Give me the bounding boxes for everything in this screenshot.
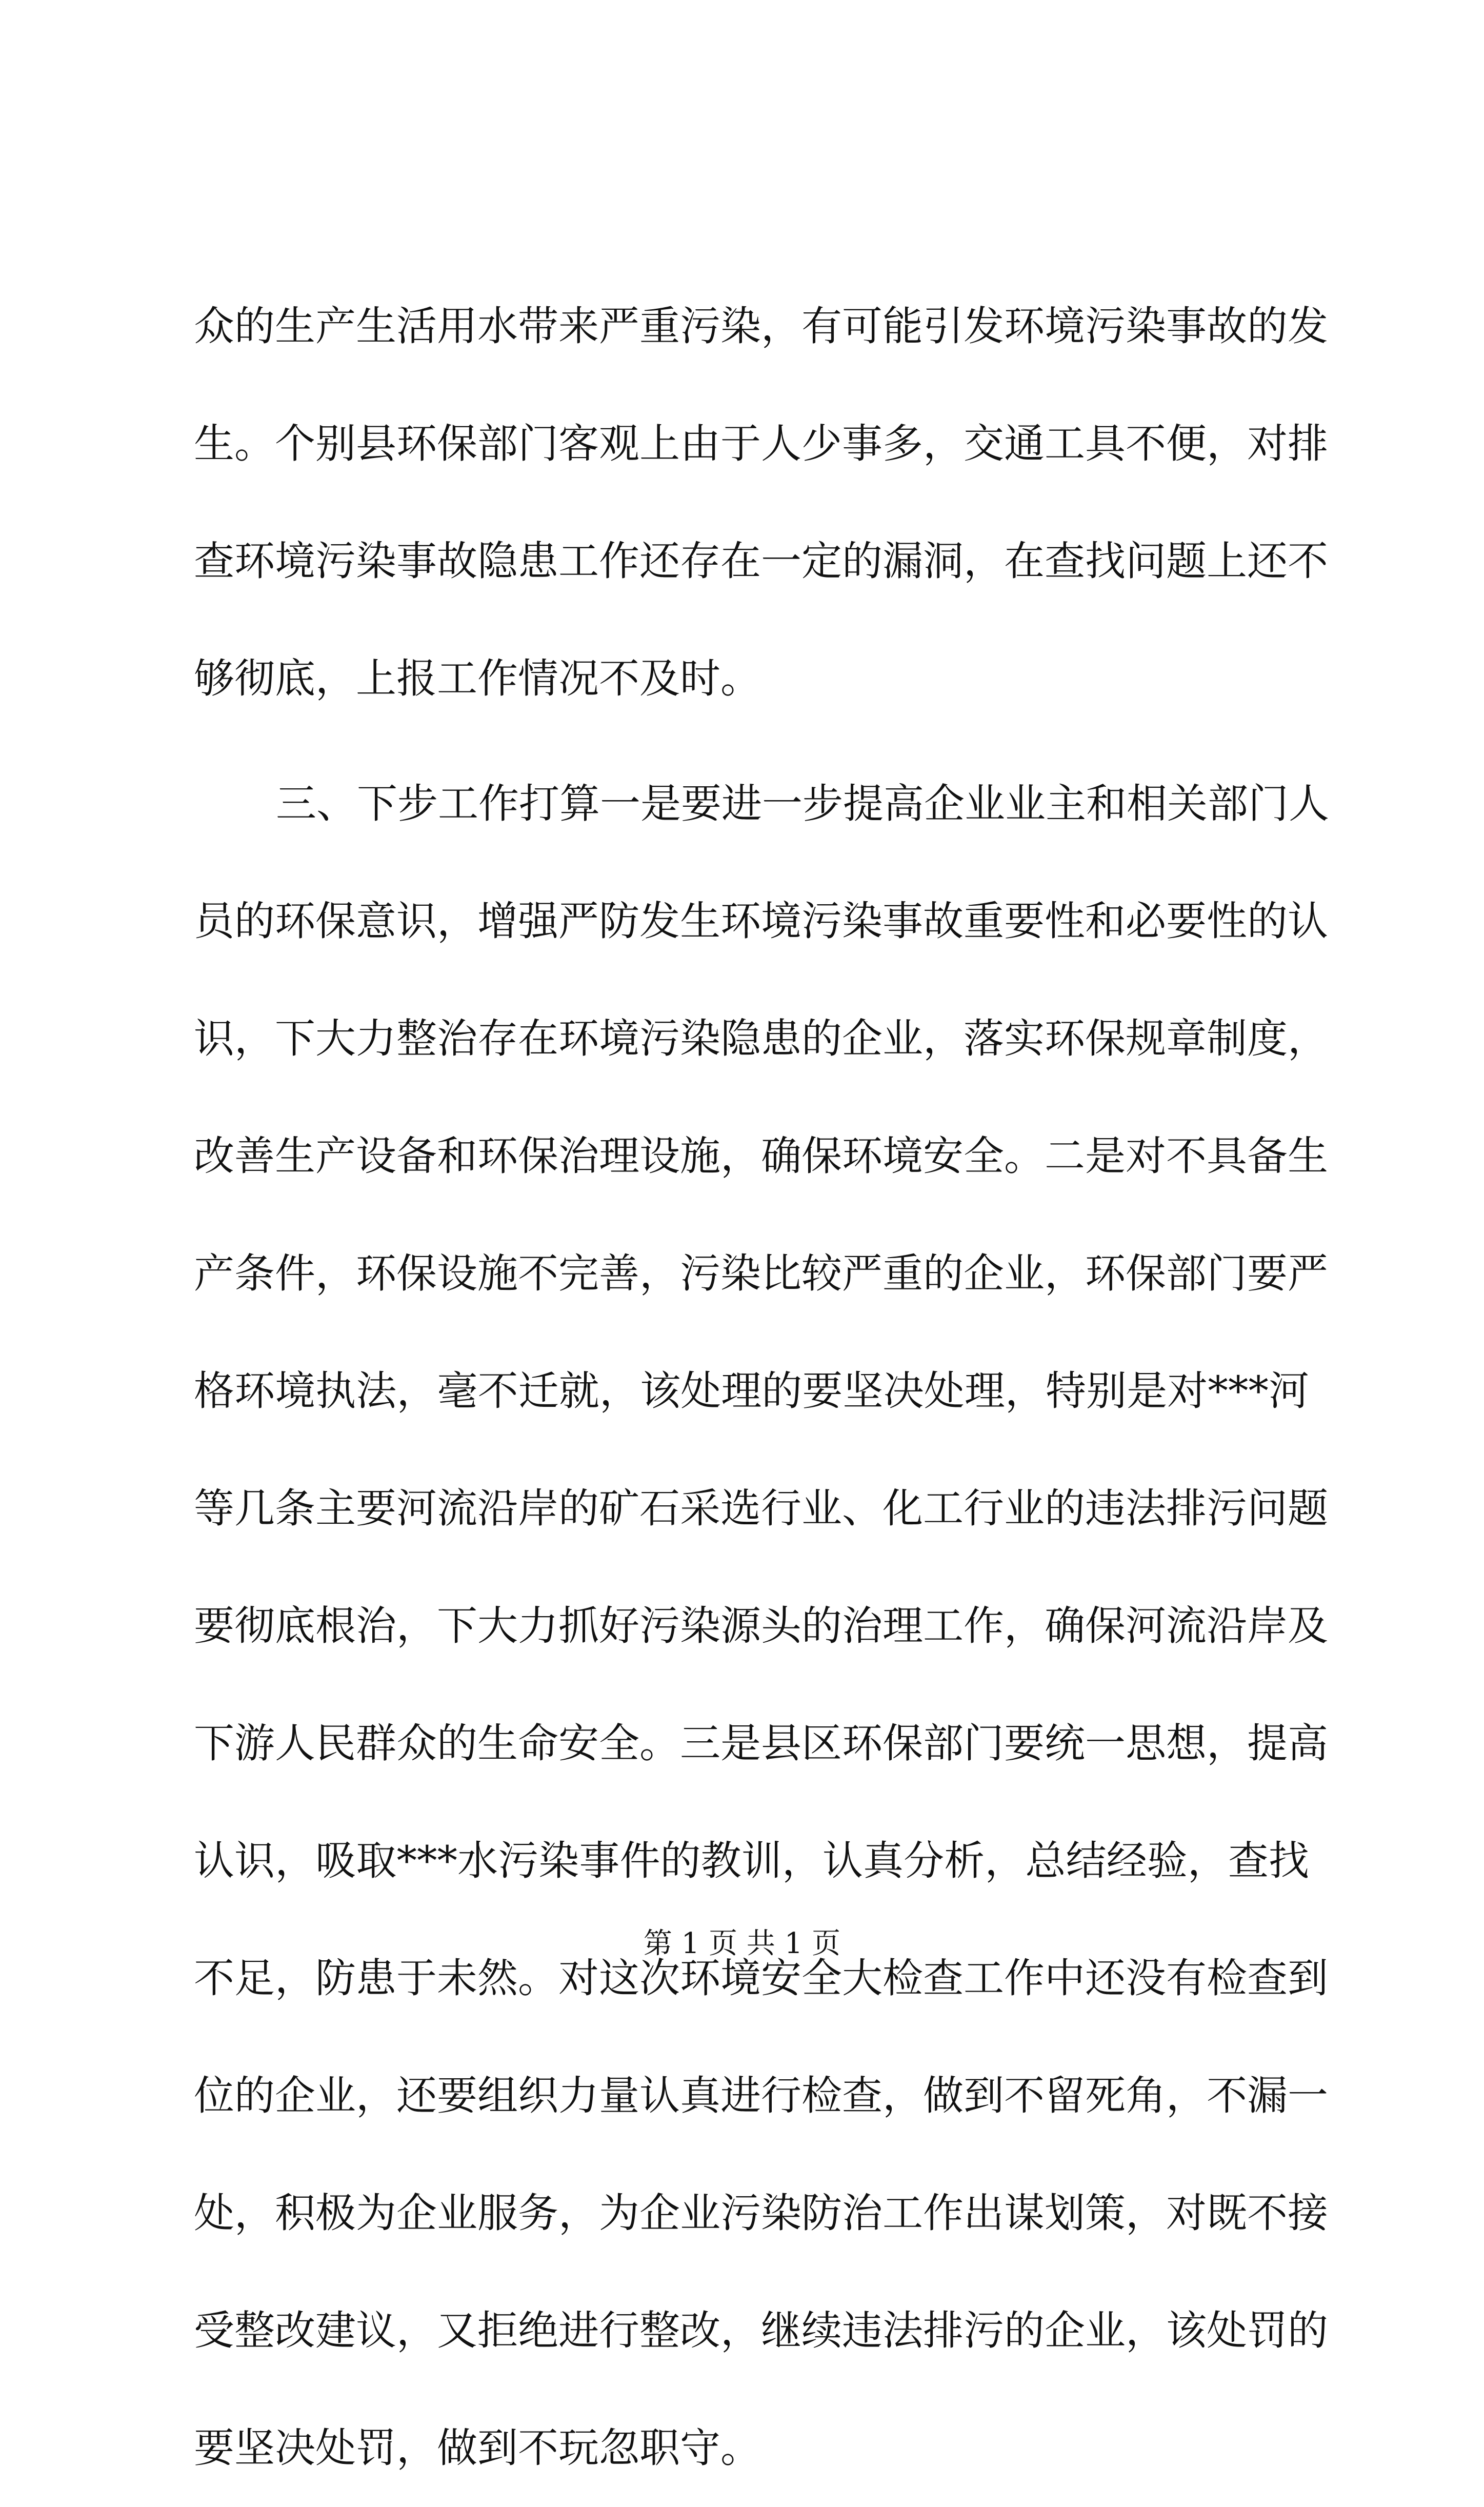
text-line: 受整改建议，又拒绝进行整改，继续违法排污的企业，该处罚的 [194, 2307, 1328, 2354]
text-line: 等几条主要河流沿岸的矿石采选行业、化工行业的违法排污问题 [194, 1485, 1328, 1532]
text-line: 生。个别县环保部门客观上由于人少事多，交通工具不便，对排 [194, 420, 1328, 467]
text-line: 格环境执法，毫不迁就，该处理的要坚决处理，特别是对***河 [194, 1367, 1310, 1415]
text-line: 要坚决处罚，做到不玩忽职守。 [194, 2424, 761, 2472]
page-number-footer: 第 1 页 共 1 页 [643, 1927, 841, 1960]
text-line: 要彻底根治，下大力抓好污染源头的治理工作，确保河流沿岸及 [194, 1602, 1328, 1649]
text-line: 够彻底，上报工作情况不及时。 [194, 655, 761, 702]
text-line: 不足，防患于未然。对这次环境安全大检查工作中还没有检查到 [194, 1955, 1328, 2002]
document-body [194, 268, 1329, 2507]
paragraph-1 [194, 268, 1328, 738]
text-line: 识，下大力整治存在环境污染隐患的企业，落实环保规章制度， [194, 1015, 1328, 1062]
text-line: 产条件，环保设施不完善，污染比较严重的企业，环保部门要严 [194, 1250, 1328, 1297]
text-line: 位的企业，还要组织力量认真进行检查，做到不留死角，不漏一 [194, 2072, 1328, 2119]
text-line: 三、下步工作打算一是要进一步提高企业业主和相关部门人 [276, 780, 1329, 827]
paragraph-2 [194, 745, 1329, 2507]
text-line: 认识，吸取***水污染事件的教训，认真分析，总结经验，查找 [194, 1837, 1309, 1884]
text-line: 改善生产设备和环保治理设施，确保环境安全。二是对不具备生 [194, 1132, 1328, 1180]
text-line: 众的生产生活用水带来严重污染，有可能引发环境污染事故的发 [194, 303, 1328, 350]
text-line: 员的环保意识，增强严防发生环境污染事故重要性和必要性的认 [194, 898, 1328, 945]
text-line: 下游人民群众的生命安全。三是县区环保部门要统一思想，提高 [194, 1720, 1328, 1767]
text-line: 查环境污染事故隐患工作还存在一定的漏洞，在查找问题上还不 [194, 538, 1328, 585]
paragraph-gap [194, 738, 1309, 745]
text-line: 处，积极为企业服务，为企业污染防治工作出谋划策，对既不接 [194, 2190, 1328, 2237]
